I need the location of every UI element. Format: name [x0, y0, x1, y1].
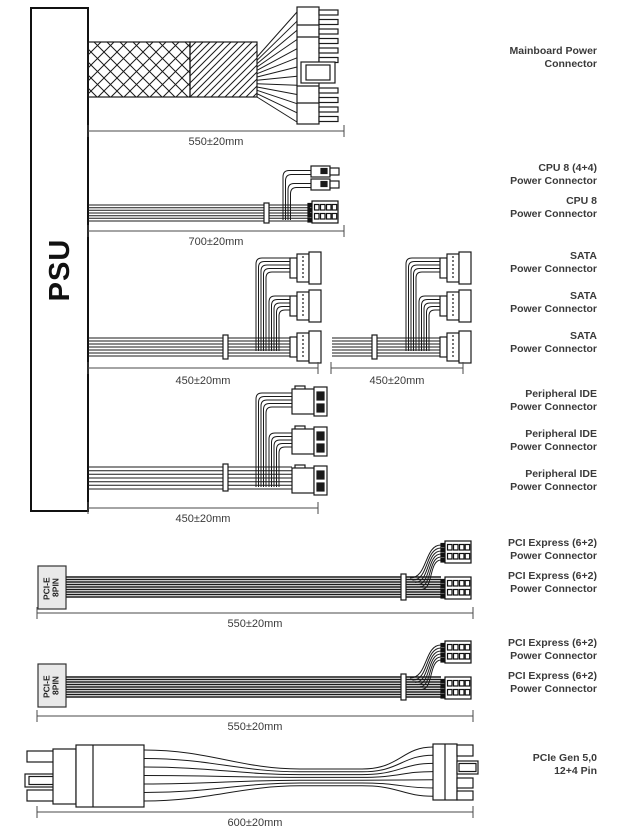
label-pcie-3 — [427, 637, 597, 663]
dim-sata-left-text: 450±20mm — [175, 375, 231, 387]
label-sata-3 — [427, 330, 597, 356]
dim-ide-text: 450±20mm — [175, 513, 231, 525]
label-sata-1-line2: Power Connector — [510, 263, 597, 275]
label-cpu-8-line2: Power Connector — [510, 208, 597, 220]
gen5-wires — [144, 747, 433, 801]
mainboard-connector — [297, 7, 338, 124]
label-sata-2-line1: SATA — [569, 290, 597, 302]
psu-box — [31, 8, 88, 511]
label-pcie-4 — [427, 670, 597, 696]
dim-pcie-2 — [37, 710, 473, 733]
label-ide-1-line1: Peripheral IDE — [525, 388, 597, 400]
dim-sata-right — [331, 362, 463, 387]
label-ide-2 — [427, 428, 597, 454]
cpu-8pin-connector — [308, 201, 338, 223]
label-pcie-4-line2: Power Connector — [510, 683, 597, 695]
label-mainboard — [427, 45, 597, 71]
dim-cpu — [88, 225, 344, 248]
label-cpu-4plus4-line2: Power Connector — [510, 175, 597, 187]
psu-label: PSU — [44, 238, 76, 302]
label-sata-3-line2: Power Connector — [510, 343, 597, 355]
label-sata-1 — [427, 250, 597, 276]
dim-pcie1-text: 550±20mm — [227, 618, 283, 630]
label-sata-1-line1: SATA — [569, 250, 597, 262]
pcie-box1-line1: PCI-E — [41, 577, 52, 601]
label-ide-3-line2: Power Connector — [510, 481, 597, 493]
label-pcie-4-line1: PCI Express (6+2) — [507, 670, 597, 682]
label-ide-2-line2: Power Connector — [510, 441, 597, 453]
sata-connectors-left — [290, 252, 321, 363]
dim-pcie-1 — [37, 607, 473, 630]
sata-cable-left — [88, 258, 290, 359]
label-pcie-gen5-line1: PCIe Gen 5,0 — [532, 752, 597, 764]
label-pcie-1 — [427, 537, 597, 563]
label-pcie-2 — [427, 570, 597, 596]
label-pcie-gen5 — [427, 752, 597, 778]
dim-sata-left — [88, 362, 318, 387]
pcie-cable-2 — [66, 645, 441, 700]
pcie-box1-line2: 8PIN — [50, 578, 61, 597]
sata-cable-right — [332, 258, 440, 359]
label-cpu-4plus4 — [427, 162, 597, 188]
ide-connectors — [292, 386, 327, 495]
dim-pcie2-text: 550±20mm — [227, 721, 283, 733]
label-pcie-3-line1: PCI Express (6+2) — [507, 637, 597, 649]
cpu-cable — [88, 171, 311, 224]
label-pcie-3-line2: Power Connector — [510, 650, 597, 662]
label-ide-2-line1: Peripheral IDE — [525, 428, 597, 440]
label-ide-3 — [427, 468, 597, 494]
pcie-port-box-1 — [38, 566, 66, 609]
label-pcie-2-line1: PCI Express (6+2) — [507, 570, 597, 582]
label-sata-2 — [427, 290, 597, 316]
svg-text:PCI-E 8PIN — [42, 673, 61, 698]
label-pcie-gen5-line2: 12+4 Pin — [554, 765, 597, 777]
label-ide-1-line2: Power Connector — [510, 401, 597, 413]
ide-cable — [88, 393, 292, 491]
gen5-connector-left — [25, 745, 144, 807]
label-sata-3-line1: SATA — [569, 330, 597, 342]
cpu-4plus4-connector — [311, 166, 339, 190]
dim-mainboard — [88, 125, 344, 148]
label-mainboard-line1: Mainboard Power — [509, 45, 597, 57]
pcie-cable-1 — [66, 545, 441, 600]
label-ide-1 — [427, 388, 597, 414]
dim-gen5-text: 600±20mm — [227, 817, 283, 829]
svg-text:PCI-E 8PIN — [42, 575, 61, 600]
pcie-box2-line2: 8PIN — [50, 676, 61, 695]
label-cpu-8 — [427, 195, 597, 221]
mainboard-cable — [88, 12, 297, 122]
dim-cpu-text: 700±20mm — [188, 236, 244, 248]
dim-ide — [88, 502, 318, 525]
label-ide-3-line1: Peripheral IDE — [525, 468, 597, 480]
label-sata-2-line2: Power Connector — [510, 303, 597, 315]
label-mainboard-line2: Connector — [544, 58, 597, 70]
label-pcie-2-line2: Power Connector — [510, 583, 597, 595]
label-pcie-1-line1: PCI Express (6+2) — [507, 537, 597, 549]
label-cpu-4plus4-line1: CPU 8 (4+4) — [538, 162, 597, 174]
dim-mainboard-text: 550±20mm — [188, 136, 244, 148]
dim-gen5 — [37, 806, 473, 829]
label-pcie-1-line2: Power Connector — [510, 550, 597, 562]
dim-sata-right-text: 450±20mm — [369, 375, 425, 387]
pcie-port-box-2 — [38, 664, 66, 707]
pcie-box2-line1: PCI-E — [41, 675, 52, 699]
label-cpu-8-line1: CPU 8 — [566, 195, 597, 207]
